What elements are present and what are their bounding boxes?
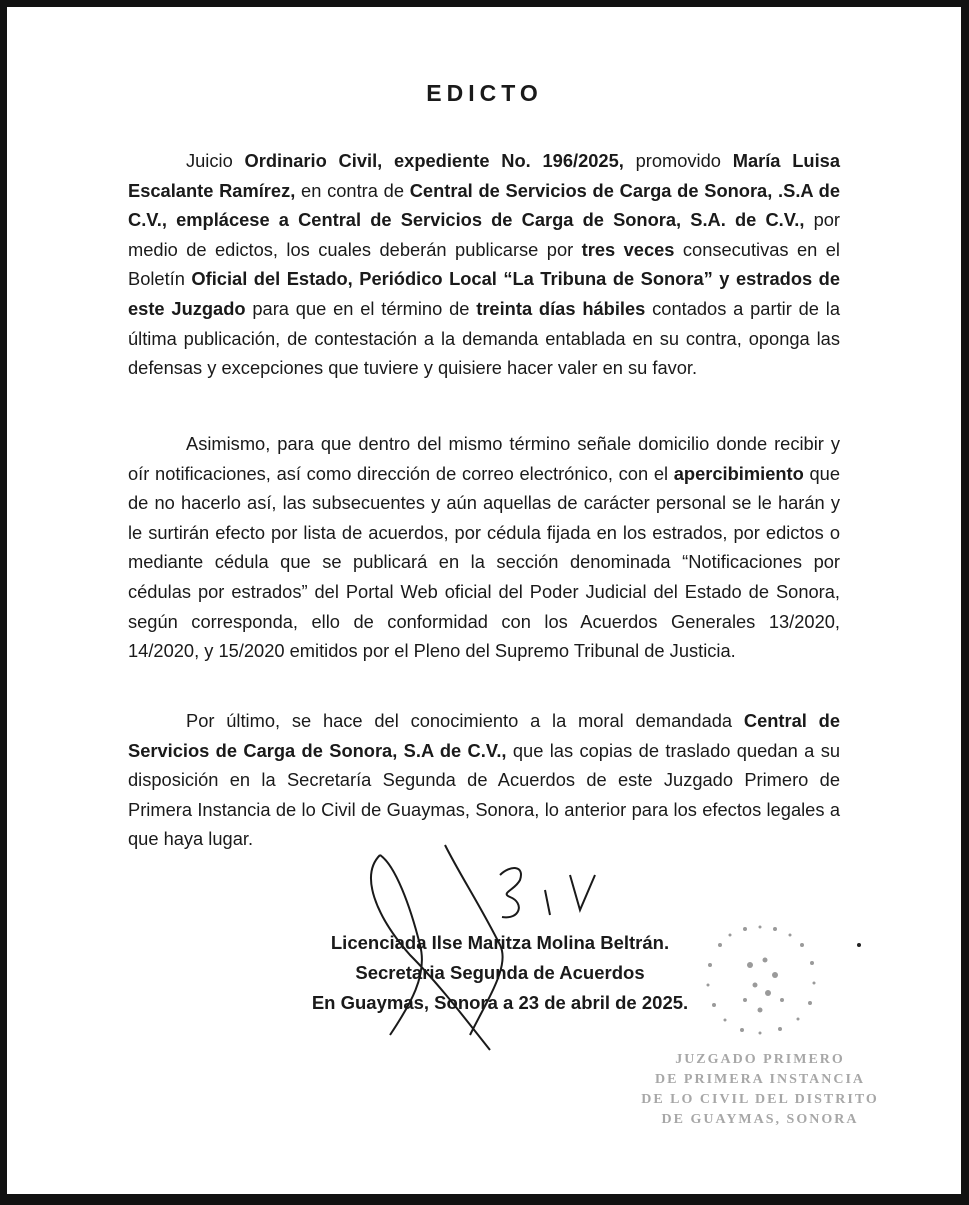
signer-role: Secretaria Segunda de Acuerdos [355,962,645,983]
court-seal [690,915,840,1045]
bold-run: Central de Servicios de Carga de Sonora, .S.A de C.V., emplácese a Central de Servicios de Carga de Sonora, S.A. de C.V., [128,179,840,231]
paragraph-summons [128,146,840,383]
text-run: que de no hacerlo así, las subsecuentes y aún aquellas de carácter personal se le harán y le surtirán efecto por lista de acuerdos, por cédula fijada en los estrados, por edictos o mediante cédula que se publicará en la sección denominada “Notificaciones por cédulas por estrados” del Portal Web oficial del Poder Judicial del Estado de Sonora, según corresponda, ello de conformidad con los Acuerdos Generales 13/2020, 14/2020, y 15/2020 emitidos por el Pleno del Supremo Tribunal de Justicia. [128,462,840,662]
bold-run: tres veces [581,238,675,260]
paragraph-copies [128,706,840,854]
text-run: para que en el término de [245,297,477,319]
bold-run: Oficial del Estado, Periódico Local “La Tribuna de Sonora” y estrados de este Juzgado [128,268,840,319]
stamp-line: DE PRIMERA INSTANCIA [654,1072,866,1087]
text-run: en contra de [295,179,410,201]
text-run: consecutivas en el Boletín [128,238,840,290]
document-title: EDICTO [426,80,543,106]
text-run: Juicio [186,150,245,171]
paragraph-notifications [128,429,840,666]
text-run: por medio de edictos, los cuales deberán publicarse por [128,209,840,260]
text-run: promovido [623,150,733,171]
stamp-line: DE GUAYMAS, SONORA [661,1112,859,1127]
text-run: contados a partir de la última publicación, de contestación a la demanda entablada en su contra, oponga las defensas y excepciones que tuviere y quisiere hacer valer en su favor. [128,297,840,379]
place-date: En Guaymas, Sonora a 23 de abril de 2025. [311,992,689,1013]
bold-run: Central de Servicios de Carga de Sonora, S.A de C.V., [128,710,840,761]
bold-run: apercibimiento [673,462,804,484]
text-run: que las copias de traslado quedan a su disposición en la Secretaría Segunda de Acuerdos de este Juzgado Primero de Primera Instancia de lo Civil de Guaymas, Sonora, lo anterior para los efectos legales a que haya lugar. [128,739,840,850]
text-run: Asimismo, para que dentro del mismo término señale domicilio donde recibir y oír notificaciones, así como dirección de correo electrónico, con el [128,433,840,484]
bold-run: treinta días hábiles [476,297,646,319]
stamp-line: DE LO CIVIL DEL DISTRITO [641,1092,879,1107]
ink-dot [857,943,861,947]
stamp-line: JUZGADO PRIMERO [675,1052,845,1067]
court-stamp [640,1050,880,1130]
signer-name: Licenciada Ilse Maritza Molina Beltrán. [330,932,670,953]
bold-run: Ordinario Civil, expediente No. 196/2025, [244,150,624,171]
bold-run: María Luisa Escalante Ramírez, [128,150,840,201]
text-run: Por último, se hace del conocimiento a la moral demandada [186,710,744,731]
signature-block [250,928,750,1018]
